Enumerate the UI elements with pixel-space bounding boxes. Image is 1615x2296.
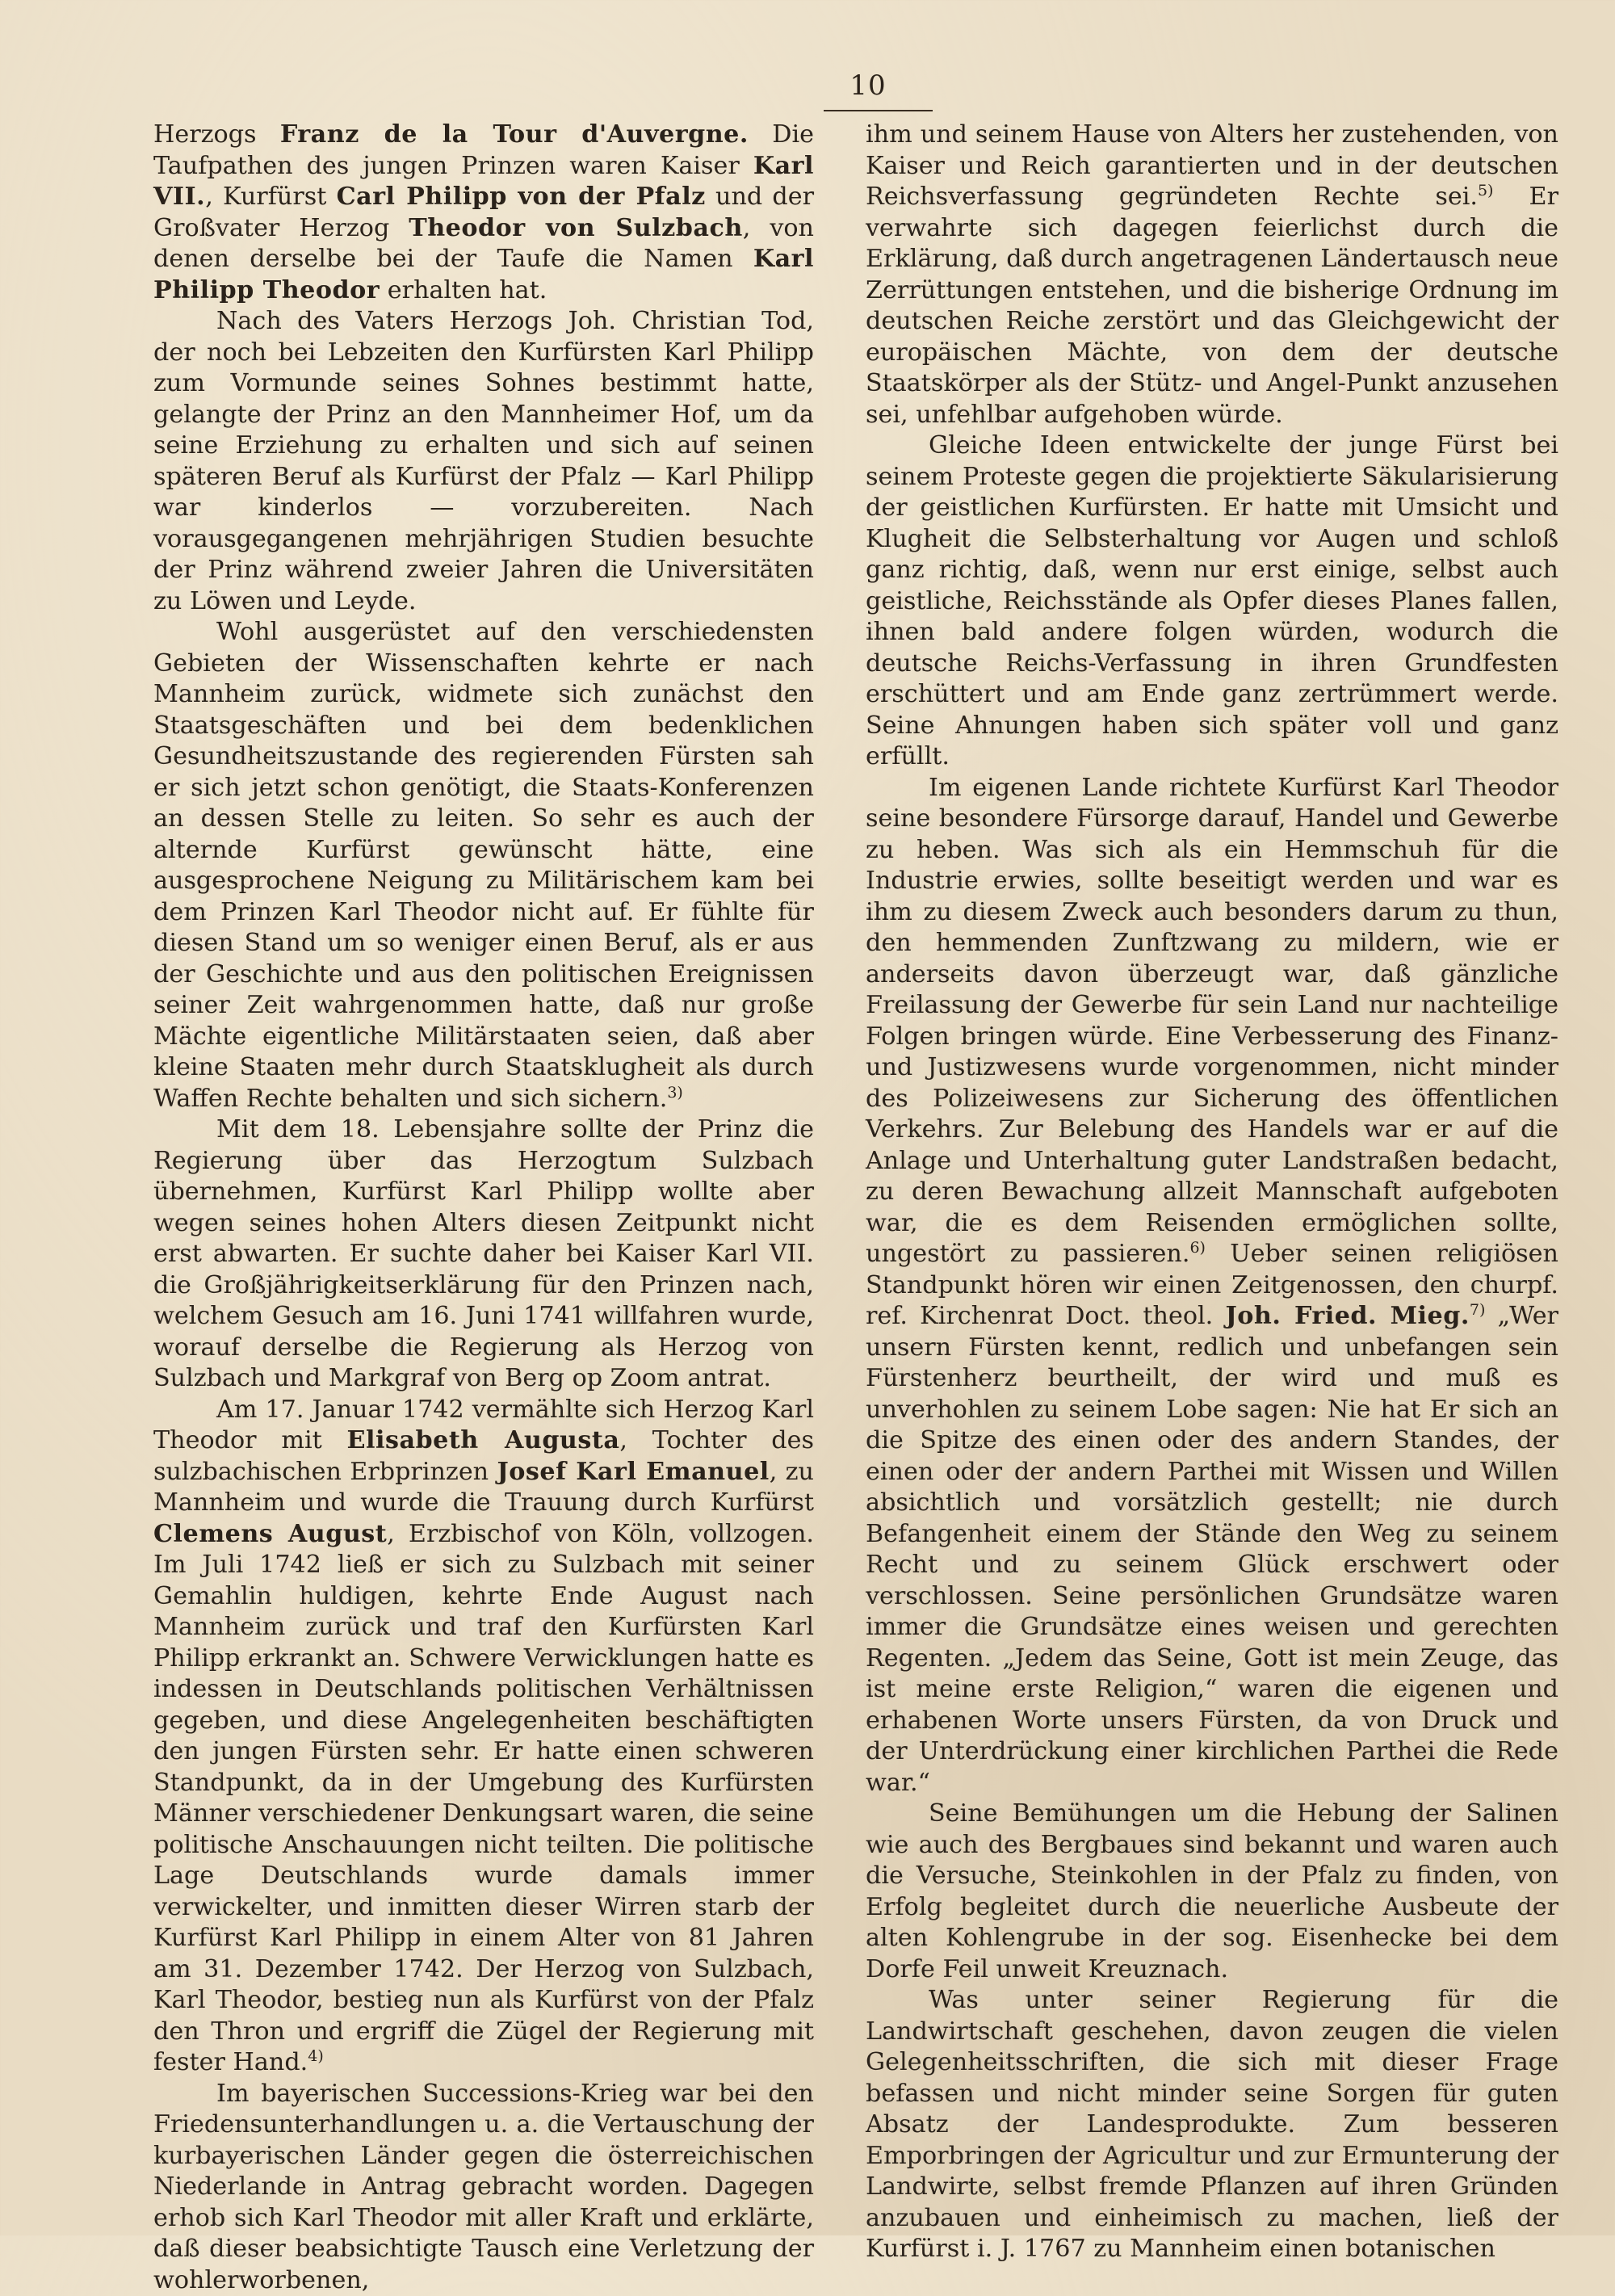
text-run: Ueber seinen religiösen Standpunkt hören wir einen Zeitgenossen, den churpf. ref. Kirchenrat Doct. theol. xyxy=(866,1240,1558,1330)
page-number: 10 xyxy=(0,69,1615,102)
text-run: , Kurfürst xyxy=(205,183,336,211)
footnote-marker: 7) xyxy=(1470,1301,1486,1319)
text-run: , von denen derselbe bei der Taufe die Namen xyxy=(153,214,814,274)
footnote-marker: 4) xyxy=(308,2047,324,2065)
text-run: , zu Mannheim und wurde die Trauung durch Kurfürst xyxy=(153,1458,814,1517)
paragraph xyxy=(866,773,1558,1799)
text-run: Wohl ausgerüstet auf den verschiedensten Gebieten der Wissenschaften kehrte er nach Mannheim zurück, widmete sich zunächst den Staatsgeschäften und bei dem bedenklichen Gesundheitszustande des regierenden Fürsten sah er sich jetzt schon genötigt, die Staats-Konferenzen an dessen Stelle zu leiten. So sehr es auch der alternde Kurfürst gewünscht hätte, eine ausgesprochene Neigung zu Militärischem kam bei dem Prinzen Karl Theodor nicht auf. Er fühlte für diesen Stand um so weniger einen Beruf, als er aus der Geschichte und aus den politischen Ereignissen seiner Zeit wahrgenommen hatte, daß nur große Mächte eigentliche Militärstaaten seien, daß aber kleine Staaten mehr durch Staatsklugheit als durch Waffen Rechte behalten und sich sichern. xyxy=(153,618,814,1113)
footnote-marker: 6) xyxy=(1189,1239,1206,1257)
text-run: und der Großvater Herzog xyxy=(153,183,814,242)
paragraph xyxy=(153,2079,814,2296)
emphasized-name: Elisabeth Augusta xyxy=(347,1426,620,1454)
emphasized-name: Franz de la Tour d'Auvergne. xyxy=(280,120,749,149)
emphasized-name: Clemens August xyxy=(153,1520,387,1548)
text-run: erhalten hat. xyxy=(380,276,547,304)
paragraph xyxy=(153,617,814,1114)
text-run: , Erzbischof von Köln, vollzogen. Im Juli 1742 ließ er sich zu Sulzbach mit seiner Gemahlin huldigen, kehrte Ende August nach Mannheim zurück und traf den Kurfürsten Karl Philipp erkrankt an. Schwere Verwicklungen hatte es indessen in Deutschlands politischen Verhältnissen gegeben, und diese Angelegenheiten beschäftigten den jungen Fürsten sehr. Er hatte einen schweren Standpunkt, da in der Umgebung des Kurfürsten Männer verschiedener Denkungsart waren, die seine politische Anschauungen nicht teilten. Die politische Lage Deutschlands wurde damals immer verwickelter, und inmitten dieser Wirren starb der Kurfürst Karl Philipp in einem Alter von 81 Jahren am 31. Dezember 1742. Der Herzog von Sulzbach, Karl Theodor, bestieg nun als Kurfürst von der Pfalz den Thron und ergriff die Zügel der Regierung mit fester Hand. xyxy=(153,1520,814,2077)
text-run: Seine Bemühungen um die Hebung der Salinen wie auch des Bergbaues sind bekannt und waren auch die Versuche, Steinkohlen in der Pfalz zu finden, von Erfolg begleitet durch die neuerliche Ausbeute der alten Kohlengrube in der sog. Eisenhecke bei dem Dorfe Feil unweit Kreuznach. xyxy=(866,1799,1558,1983)
emphasized-name: Karl Philipp Theodor xyxy=(153,245,814,304)
emphasized-name: Josef Karl Emanuel xyxy=(497,1458,769,1486)
text-run: Im bayerischen Successions-Krieg war bei den Friedensunterhandlungen u. a. die Vertauschung der kurbayerischen Länder gegen die österreichischen Niederlande in Antrag gebracht worden. Dagegen erhob sich Karl Theodor mit aller Kraft und erklärte, daß dieser beabsichtigte Tausch eine Verletzung der wohlerworbenen, xyxy=(153,2080,814,2294)
emphasized-name: Karl VII. xyxy=(153,152,814,212)
paragraph xyxy=(153,306,814,617)
text-run: Nach des Vaters Herzogs Joh. Christian Tod, der noch bei Lebzeiten den Kurfürsten Karl Philipp zum Vormunde seines Sohnes bestimmt hatte, gelangte der Prinz an den Mannheimer Hof, um da seine Erziehung zu erhalten und sich auf seinen späteren Beruf als Kurfürst der Pfalz — Karl Philipp war kinderlos — vorzubereiten. Nach vorausgegangenen mehrjährigen Studien besuchte der Prinz während zweier Jahren die Universitäten zu Löwen und Leyde. xyxy=(153,307,814,615)
left-text-column xyxy=(153,120,814,2296)
text-run: Die Taufpathen des jungen Prinzen waren Kaiser xyxy=(153,120,814,180)
paragraph xyxy=(153,120,814,306)
paragraph xyxy=(153,1114,814,1395)
emphasized-name: Theodor von Sulzbach xyxy=(409,214,743,242)
paragraph xyxy=(153,1395,814,2079)
paragraph xyxy=(866,1799,1558,1985)
text-run: Herzogs xyxy=(153,120,280,149)
text-run: ihm und seinem Hause von Alters her zustehenden, von Kaiser und Reich garantierten und in der deutschen Reichsverfassung gegründeten Rechte sei. xyxy=(866,120,1558,211)
right-text-column xyxy=(866,120,1558,2265)
text-run: Was unter seiner Regierung für die Landwirtschaft geschehen, davon zeugen die vielen Gelegenheitsschriften, die sich mit dieser Frage befassen und nicht minder seine Sorgen für guten Absatz der Landesprodukte. Zum besseren Emporbringen der Agricultur und zur Ermunterung der Landwirte, selbst fremde Pflanzen auf ihren Gründen anzubauen und einheimisch zu machen, ließ der Kurfürst i. J. 1767 zu Mannheim einen botanischen xyxy=(866,1986,1558,2263)
paragraph xyxy=(866,430,1558,773)
footnote-marker: 5) xyxy=(1478,182,1494,199)
emphasized-name: Carl Philipp von der Pfalz xyxy=(337,183,706,211)
text-run: Im eigenen Lande richtete Kurfürst Karl Theodor seine besondere Fürsorge darauf, Handel und Gewerbe zu heben. Was sich als ein Hemmschuh für die Industrie erwies, sollte beseitigt werden und war es ihm zu diesem Zweck auch besonders darum zu thun, den hemmenden Zunftzwang zu mildern, wie er anderseits davon überzeugt war, daß gänzliche Freilassung der Gewerbe für sein Land nur nachteilige Folgen bringen würde. Eine Verbesserung des Finanz- und Justizwesens wurde vorgenommen, nicht minder des Polizeiwesens zur Sicherung des öffentlichen Verkehrs. Zur Belebung des Handels war er auf die Anlage und Unterhaltung guter Landstraßen bedacht, zu deren Bewachung allzeit Mannschaft aufgeboten war, die es dem Reisenden ermöglichen sollte, ungestört zu passieren. xyxy=(866,774,1558,1269)
text-run: Er verwahrte sich dagegen feierlichst durch die Erklärung, daß durch angetragenen Ländertausch neue Zerrüttungen entstehen, und die bisherige Ordnung im deutschen Reiche zerstört und das Gleichgewicht der europäischen Mächte, von dem der deutsche Staatskörper als der Stütz- und Angel-Punkt anzusehen sei, unfehlbar aufgehoben würde. xyxy=(866,183,1558,429)
footnote-marker: 3) xyxy=(667,1083,683,1101)
text-run: , Tochter des sulzbachischen Erbprinzen xyxy=(153,1426,814,1486)
emphasized-name: Joh. Fried. Mieg. xyxy=(1225,1302,1469,1330)
paragraph xyxy=(866,1985,1558,2265)
text-run: Mit dem 18. Lebensjahre sollte der Prinz die Regierung über das Herzogtum Sulzbach übernehmen, Kurfürst Karl Philipp wollte aber wegen seines hohen Alters diesen Zeitpunkt nicht erst abwarten. Er suchte daher bei Kaiser Karl VII. die Großjährigkeitserklärung für den Prinzen nach, welchem Gesuch am 16. Juni 1741 willfahren wurde, worauf derselbe die Regierung als Herzog von Sulzbach und Markgraf von Berg op Zoom antrat. xyxy=(153,1115,814,1392)
text-run: Am 17. Januar 1742 vermählte sich Herzog Karl Theodor mit xyxy=(153,1396,814,1455)
text-run: Gleiche Ideen entwickelte der junge Fürst bei seinem Proteste gegen die projektierte Säkularisierung der geistlichen Kurfürsten. Er hatte mit Umsicht und Klugheit die Selbsterhaltung vor Augen und schloß ganz richtig, daß, wenn nur erst einige, selbst auch geistliche, Reichsstände als Opfer dieses Planes fallen, ihnen bald andere folgen würden, wodurch die deutsche Reichs-Verfassung in ihren Grundfesten erschüttert und am Ende ganz zertrümmert werde. Seine Ahnungen haben sich später voll und ganz erfüllt. xyxy=(866,431,1558,770)
paragraph xyxy=(866,120,1558,430)
page-number-rule xyxy=(824,110,933,111)
text-run: „Wer unsern Fürsten kennt, redlich und unbefangen sein Fürstenherz beurtheilt, der wird und muß es unverhohlen zu seinem Lobe sagen: Nie hat Er sich an die Spitze des einen oder des andern Standes, der einen oder der andern Parthei mit Wissen und Willen absichtlich und vorsätzlich gestellt; nie durch Befangenheit einem der Stände den Weg zu seinem Recht und zu seinem Glück erschwert oder verschlossen. Seine persönlichen Grundsätze waren immer die Grundsätze eines weisen und gerechten Regenten. „Jedem das Seine, Gott ist mein Zeuge, das ist meine erste Religion,“ waren die eigenen und erhabenen Worte unsers Fürsten, da von Druck und der Unterdrückung einer kirchlichen Parthei die Rede war.“ xyxy=(866,1302,1558,1797)
